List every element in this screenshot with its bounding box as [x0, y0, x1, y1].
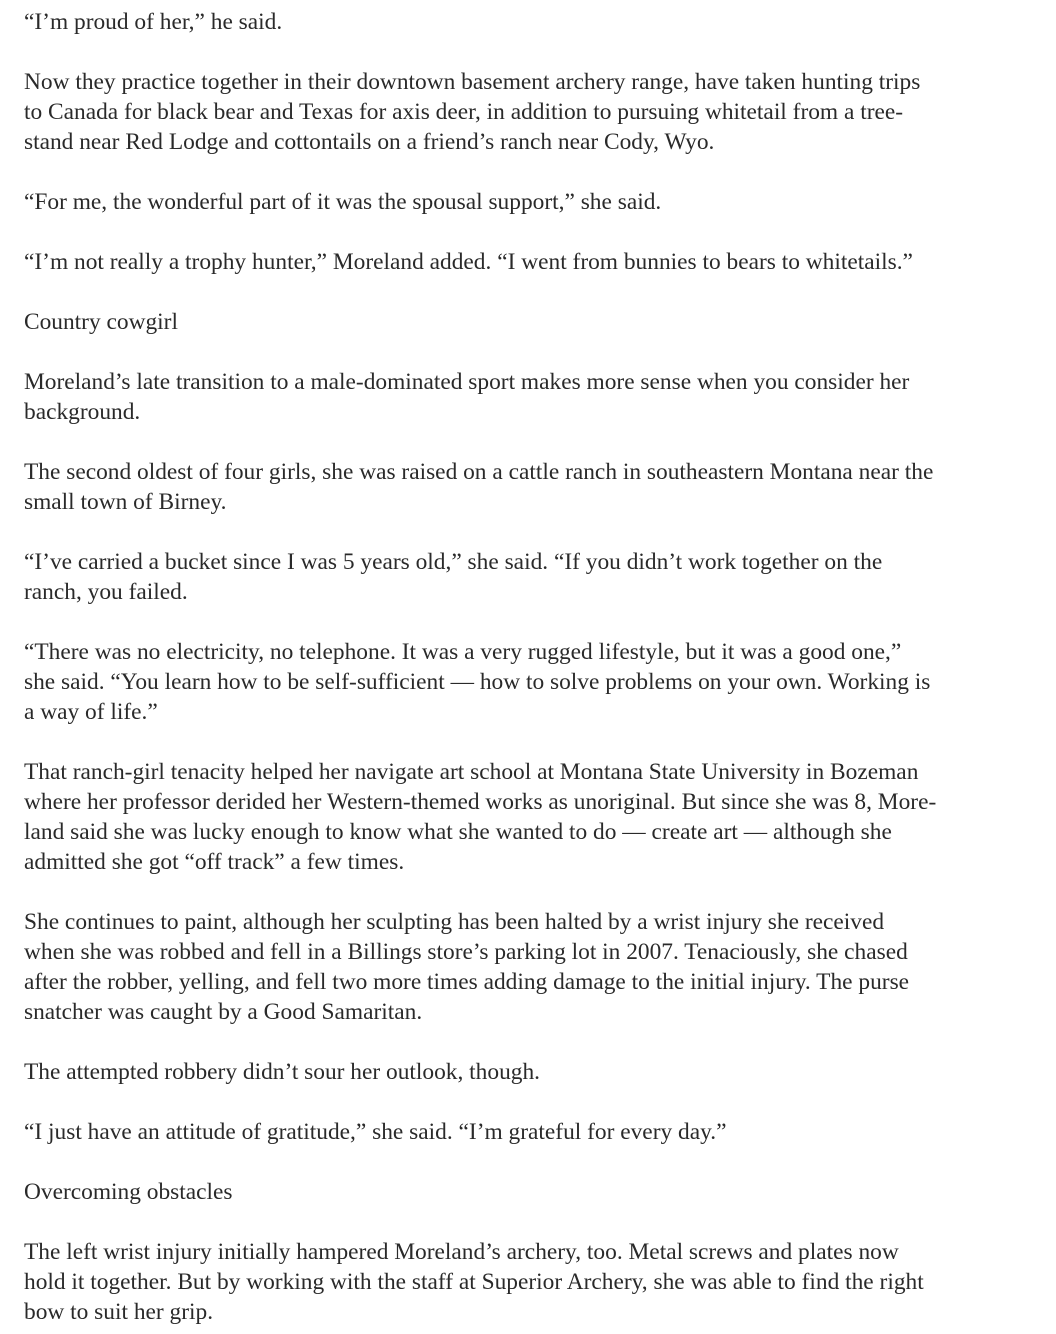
text-line: she said. “You learn how to be self-sufficient — how to solve problems on your own. Working is — [24, 669, 931, 695]
paragraph-ranch-girl-tenacity — [24, 757, 1024, 877]
paragraph-spousal-support — [24, 187, 1024, 217]
text-line: “I’m proud of her,” he said. — [24, 9, 283, 35]
text-line: She continues to paint, although her sculpting has been halted by a wrist injury she received — [24, 909, 885, 935]
text-line: hold it together. But by working with the staff at Superior Archery, she was able to find the right — [24, 1269, 924, 1295]
text-line: when she was robbed and fell in a Billings store’s parking lot in 2007. Tenaciously, she chased — [24, 939, 908, 965]
text-line: after the robber, yelling, and fell two more times adding damage to the initial injury. The purse — [24, 969, 910, 995]
paragraph-late-transition — [24, 367, 1024, 427]
paragraph-second-oldest — [24, 457, 1024, 517]
paragraph-no-electricity — [24, 637, 1024, 727]
text-line: where her professor derided her Western-themed works as unoriginal. But since she was 8, More- — [24, 789, 937, 815]
text-line: background. — [24, 399, 141, 425]
text-line: land said she was lucky enough to know what she wanted to do — create art — although she — [24, 819, 892, 845]
text-line: stand near Red Lodge and cottontails on a friend’s ranch near Cody, Wyo. — [24, 129, 715, 155]
text-line: a way of life.” — [24, 699, 158, 725]
article-body — [24, 7, 1024, 1327]
text-line: bow to suit her grip. — [24, 1299, 214, 1325]
text-line: “I just have an attitude of gratitude,” she said. “I’m grateful for every day.” — [24, 1119, 727, 1145]
text-line: “I’m not really a trophy hunter,” Moreland added. “I went from bunnies to bears to whitetails.” — [24, 249, 913, 275]
paragraph-carried-bucket — [24, 547, 1024, 607]
text-line: snatcher was caught by a Good Samaritan. — [24, 999, 423, 1025]
paragraph-proud-of-her — [24, 7, 1024, 37]
paragraph-trophy-hunter — [24, 247, 1024, 277]
text-line: Country cowgirl — [24, 309, 178, 335]
text-line: Overcoming obstacles — [24, 1179, 233, 1205]
text-line: “I’ve carried a bucket since I was 5 years old,” she said. “If you didn’t work together on the — [24, 549, 883, 575]
text-line: admitted she got “off track” a few times. — [24, 849, 405, 875]
subheading-overcoming-obstacles — [24, 1177, 1024, 1207]
text-line: Moreland’s late transition to a male-dominated sport makes more sense when you consider her — [24, 369, 910, 395]
text-line: ranch, you failed. — [24, 579, 188, 605]
text-line: The second oldest of four girls, she was raised on a cattle ranch in southeastern Montana near the — [24, 459, 934, 485]
text-line: That ranch-girl tenacity helped her navigate art school at Montana State University in Bozeman — [24, 759, 919, 785]
paragraph-attempted-robbery — [24, 1057, 1024, 1087]
paragraph-practice-together — [24, 67, 1024, 157]
text-line: Now they practice together in their downtown basement archery range, have taken hunting trips — [24, 69, 921, 95]
text-line: The left wrist injury initially hampered Moreland’s archery, too. Metal screws and plates now — [24, 1239, 899, 1265]
paragraph-continues-to-paint — [24, 907, 1024, 1027]
text-line: “For me, the wonderful part of it was the spousal support,” she said. — [24, 189, 662, 215]
paragraph-attitude-of-gratitude — [24, 1117, 1024, 1147]
text-line: “There was no electricity, no telephone. It was a very rugged lifestyle, but it was a good one,” — [24, 639, 902, 665]
paragraph-left-wrist-injury — [24, 1237, 1024, 1327]
text-line: small town of Birney. — [24, 489, 227, 515]
text-line: The attempted robbery didn’t sour her outlook, though. — [24, 1059, 541, 1085]
text-line: to Canada for black bear and Texas for axis deer, in addition to pursuing whitetail from a tree- — [24, 99, 904, 125]
subheading-country-cowgirl — [24, 307, 1024, 337]
